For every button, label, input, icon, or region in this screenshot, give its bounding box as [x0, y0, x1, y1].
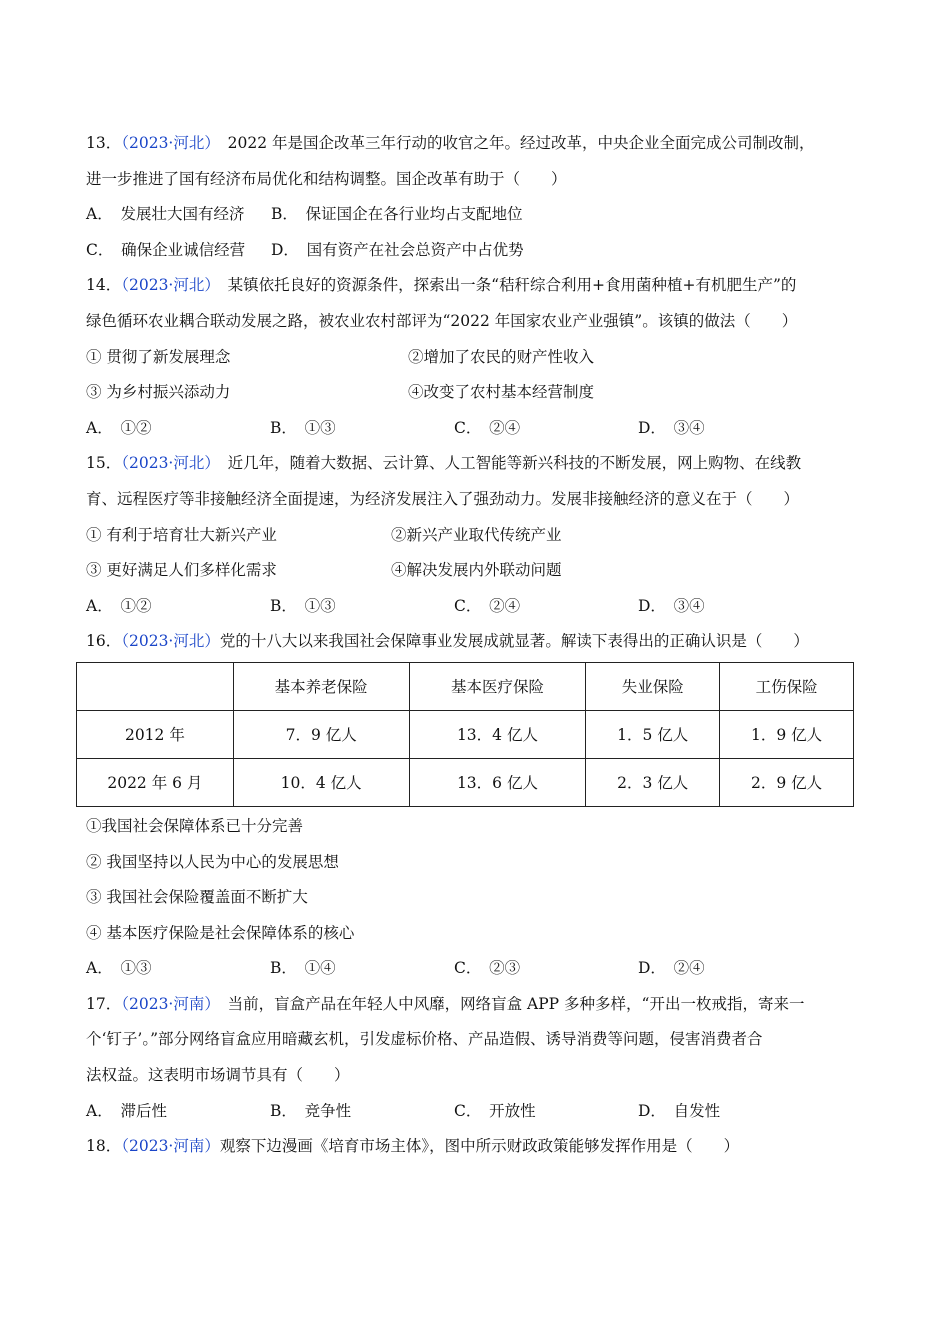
question-13-options-ab	[86, 197, 866, 233]
question-18-stem-line-1: 18．（2023·河南）观察下边漫画《培育市场主体》，图中所示财政政策能够发挥作用是（ ）	[86, 1137, 740, 1156]
table-cell: 2012 年	[77, 710, 234, 758]
table-cell: 2．9 亿人	[720, 758, 854, 806]
table-cell: 1．5 亿人	[586, 710, 720, 758]
option-d: D． 国有资产在社会总资产中占优势	[271, 240, 524, 259]
statement-2: ②新兴产业取代传统产业	[391, 525, 562, 544]
table-cell: 13．4 亿人	[409, 710, 586, 758]
question-number: 13．	[86, 134, 122, 152]
question-number: 16．	[86, 632, 122, 651]
question-17-stem-line-1: 17．（2023·河南） 当前，盲盒产品在年轻人中风靡，网络盲盒 APP 多种多样，“开出一枚戒指，寄来一	[86, 994, 805, 1013]
question-13-stem-line-1: 13．（2023·河北） 2022 年是国企改革三年行动的收官之年。经过改革，中央企业全面完成公司制改制，	[86, 134, 815, 152]
question-16-stem-line-1: 16．（2023·河北）党的十八大以来我国社会保障事业发展成就显著。解读下表得出的正确认识是（ ）	[86, 632, 809, 651]
option-d: D． ③④	[638, 596, 705, 615]
option-a: A． ①③	[86, 959, 152, 978]
question-number: 17．	[86, 994, 122, 1013]
table-cell: 2．3 亿人	[586, 758, 720, 806]
question-source: （2023·河北）	[121, 134, 220, 152]
statement-2: ②增加了农民的财产性收入	[408, 347, 595, 366]
question-source: （2023·河北）	[121, 632, 220, 651]
table-header-cell: 工伤保险	[720, 662, 854, 710]
option-c: C． ②③	[454, 959, 521, 978]
statement-3: ③ 为乡村振兴添动力	[86, 383, 231, 402]
statement-1: ① 有利于培育壮大新兴产业	[86, 525, 277, 544]
statement-1: ① 贯彻了新发展理念	[86, 347, 231, 366]
table-row	[77, 710, 854, 758]
table-row	[77, 758, 854, 806]
statement-4: ④解决发展内外联动问题	[391, 561, 562, 580]
question-13-options-cd	[86, 233, 866, 269]
question-15-stem-line-2: 育、远程医疗等非接触经济全面提速，为经济发展注入了强劲动力。发展非接触经济的意义在于（ ）	[86, 489, 800, 508]
question-14-stem-line-2: 绿色循环农业耦合联动发展之路，被农业农村部评为“2022 年国家农业产业强镇”。该镇的做法（ ）	[86, 311, 798, 330]
table-cell: 13．6 亿人	[409, 758, 586, 806]
option-c: C． ②④	[454, 418, 521, 437]
table-header-row	[77, 662, 854, 710]
table-header-cell: 基本医疗保险	[409, 662, 586, 710]
question-16-statement-2: ② 我国坚持以人民为中心的发展思想	[86, 852, 339, 871]
question-16-statement-1: ①我国社会保障体系已十分完善	[86, 816, 304, 835]
option-b: B． ①③	[270, 418, 336, 437]
table-cell: 2022 年 6 月	[77, 758, 234, 806]
option-c: C． ②④	[454, 596, 521, 615]
option-b: B． 竞争性	[270, 1101, 352, 1120]
option-a: A． 滞后性	[86, 1101, 167, 1120]
table-header-cell: 失业保险	[586, 662, 720, 710]
question-number: 14．	[86, 276, 122, 295]
option-b: B． ①③	[270, 596, 336, 615]
question-16-statement-3: ③ 我国社会保险覆盖面不断扩大	[86, 888, 308, 907]
table-cell: 10．4 亿人	[233, 758, 409, 806]
question-17-options	[86, 1094, 866, 1130]
question-source: （2023·河北）	[121, 276, 220, 295]
option-a: A． 发展壮大国有经济	[86, 205, 245, 224]
question-source: （2023·河北）	[121, 454, 220, 473]
table-cell: 1．9 亿人	[720, 710, 854, 758]
table-header-cell: 基本养老保险	[233, 662, 409, 710]
question-15-statements-12	[86, 518, 866, 554]
question-number: 18．	[86, 1137, 122, 1156]
question-16-statement-4: ④ 基本医疗保险是社会保障体系的核心	[86, 923, 355, 942]
question-17-stem-line-2: 个‘钉子’。”部分网络盲盒应用暗藏玄机，引发虚标价格、产品造假、诱导消费等问题，侵害消费者合	[86, 1030, 763, 1049]
option-b: B． ①④	[270, 959, 336, 978]
statement-3: ③ 更好满足人们多样化需求	[86, 561, 277, 580]
question-number: 15．	[86, 454, 122, 473]
option-a: A． ①②	[86, 596, 152, 615]
question-source: （2023·河南）	[121, 1137, 220, 1156]
social-insurance-table	[76, 662, 854, 807]
question-15-options	[86, 589, 866, 625]
question-14-statements-34	[86, 375, 866, 411]
question-15-stem-line-1: 15．（2023·河北） 近几年，随着大数据、云计算、人工智能等新兴科技的不断发展，网上购物、在线教	[86, 454, 802, 473]
question-17-stem-line-3: 法权益。这表明市场调节具有（ ）	[86, 1066, 350, 1085]
question-source: （2023·河南）	[121, 994, 220, 1013]
question-15-statements-34	[86, 553, 866, 589]
question-14-statements-12	[86, 340, 866, 376]
statement-4: ④改变了农村基本经营制度	[408, 383, 595, 402]
option-d: D． 自发性	[638, 1101, 721, 1120]
exam-page	[86, 126, 866, 1165]
option-b: B． 保证国企在各行业均占支配地位	[271, 205, 523, 224]
question-14-options	[86, 411, 866, 447]
option-a: A． ①②	[86, 418, 152, 437]
option-c: C． 确保企业诚信经营	[86, 240, 246, 259]
table-cell: 7．9 亿人	[233, 710, 409, 758]
option-d: D． ②④	[638, 959, 705, 978]
question-14-stem-line-1: 14．（2023·河北） 某镇依托良好的资源条件，探索出一条“秸秆综合利用+食用菌种植+有机肥生产”的	[86, 276, 797, 295]
question-16-options	[86, 951, 866, 987]
question-13-stem-line-2: 进一步推进了国有经济布局优化和结构调整。国企改革有助于（ ）	[86, 169, 567, 188]
option-d: D． ③④	[638, 418, 705, 437]
table-header-cell	[77, 662, 234, 710]
option-c: C． 开放性	[454, 1101, 536, 1120]
